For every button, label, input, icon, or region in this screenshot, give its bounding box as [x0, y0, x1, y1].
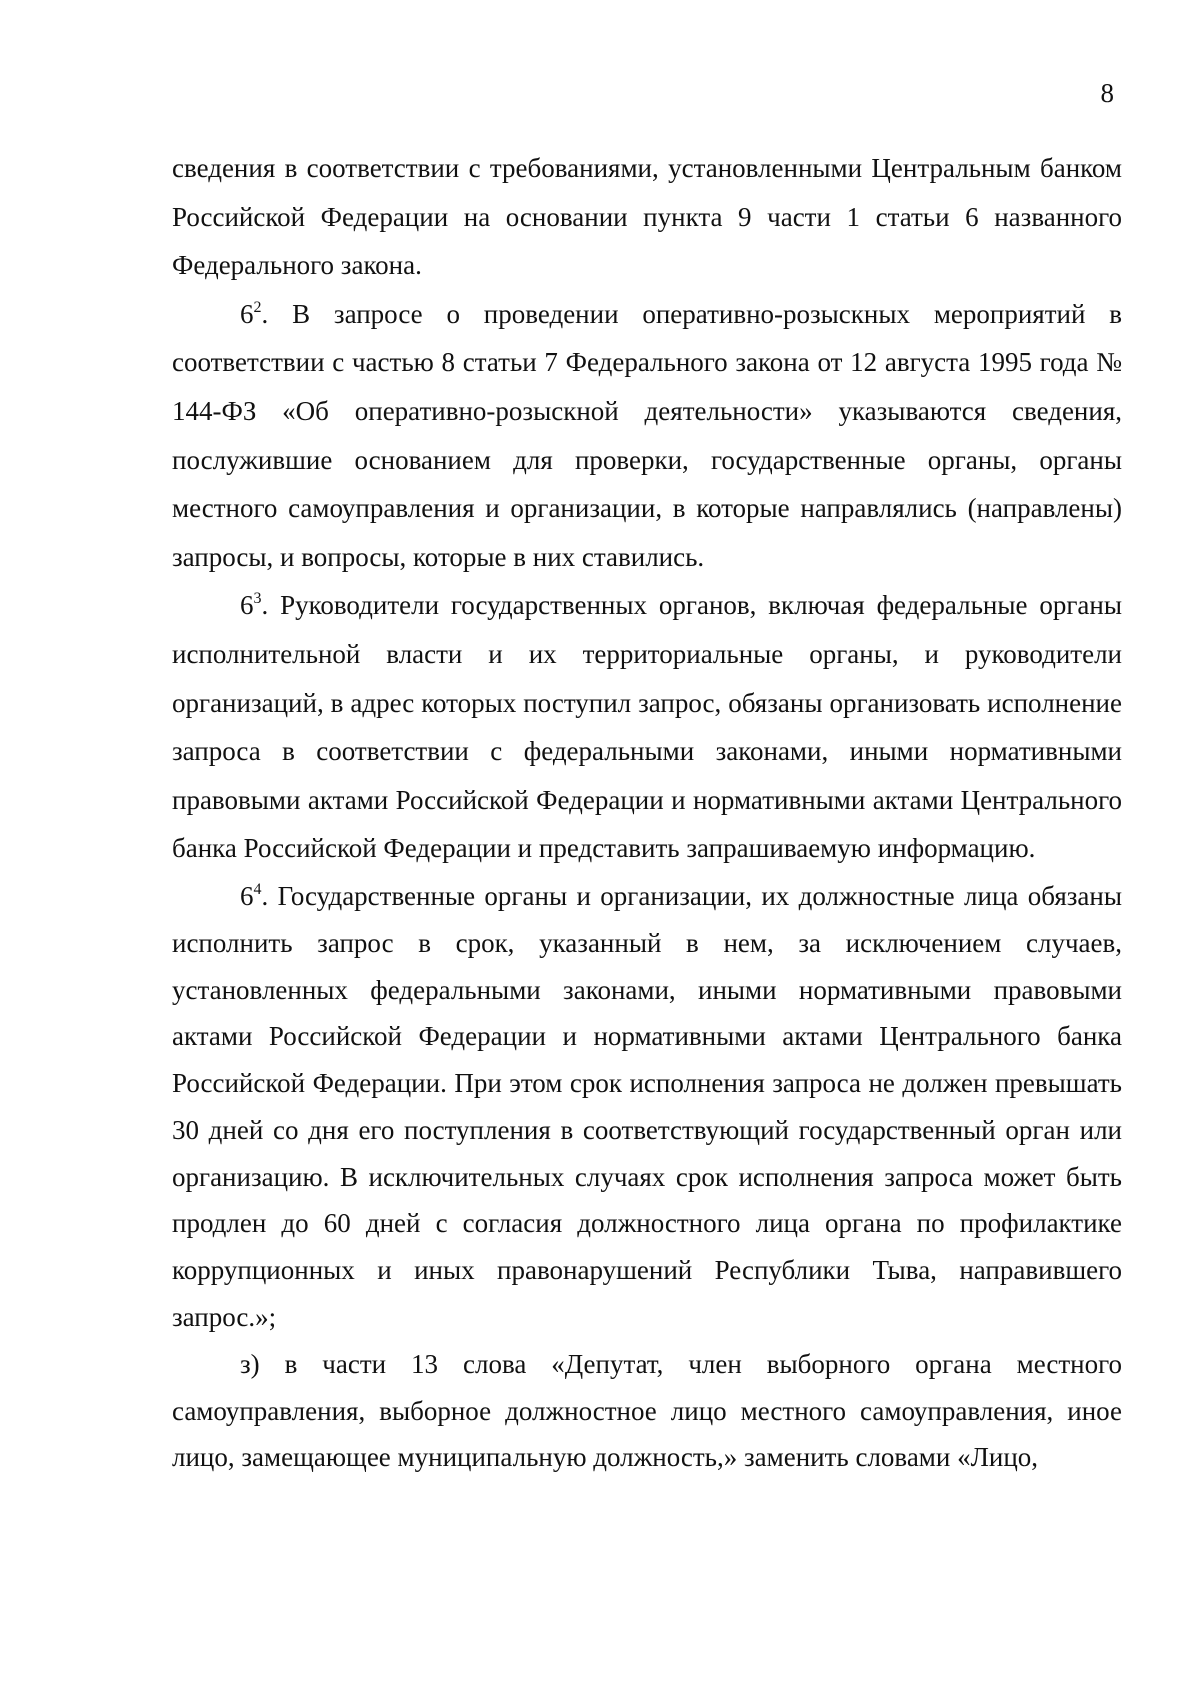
- clause-number: 6: [240, 880, 254, 911]
- paragraph-text: . Руководители государственных органов, включая федеральные органы исполнительной власти и их территориальные органы, и руководители организаций, в адрес которых поступил запрос, обязаны организовать исполнение запроса в соответствии с федеральными законами, иными нормативными правовыми актами Российской Федерации и нормативными актами Центрального банка Российской Федерации и представить запрашиваемую информацию.: [172, 590, 1122, 864]
- paragraph-6-4: [172, 873, 1122, 1341]
- clause-superscript: 4: [253, 880, 262, 898]
- paragraph-text: . В запросе о проведении оперативно-розыскных мероприятий в соответствии с частью 8 статьи 7 Федерального закона от 12 августа 1995 года № 144-ФЗ «Об оперативно-розыскной деятельности» указываются сведения, послужившие основанием для проверки, государственные органы, органы местного самоуправления и организации, в которые направлялись (направлены) запросы, и вопросы, которые в них ставились.: [172, 298, 1122, 572]
- paragraph-text: . Государственные органы и организации, их должностные лица обязаны исполнить запрос в срок, указанный в нем, за исключением случаев, установленных федеральными законами, иными нормативными правовыми актами Российской Федерации и нормативными актами Центрального банка Российской Федерации. При этом срок исполнения запроса не должен превышать 30 дней со дня его поступления в соответствующий государственный орган или организацию. В исключительных случаях срок исполнения запроса может быть продлен до 60 дней с согласия должностного лица органа по профилактике коррупционных и иных правонарушений Республики Тыва, направившего запрос.»;: [172, 880, 1122, 1333]
- clause-superscript: 2: [253, 298, 262, 316]
- clause-superscript: 3: [253, 590, 262, 608]
- document-body: [172, 144, 1122, 1481]
- paragraph-6-2: [172, 290, 1122, 582]
- clause-number: 6: [240, 590, 254, 621]
- paragraph-text: сведения в соответствии с требованиями, установленными Центральным банком Российской Федерации на основании пункта 9 части 1 статьи 6 названного Федерального закона.: [172, 153, 1122, 281]
- paragraph-text: з) в части 13 слова «Депутат, член выборного органа местного самоуправления, выборное должностное лицо местного самоуправления, иное лицо, замещающее муниципальную должность,» заменить словами «Лицо,: [172, 1348, 1122, 1473]
- paragraph-6-3: [172, 581, 1122, 873]
- paragraph-item-z: [172, 1341, 1122, 1481]
- page-number: 8: [1100, 78, 1114, 108]
- paragraph-continuation: [172, 144, 1122, 290]
- clause-number: 6: [240, 298, 254, 329]
